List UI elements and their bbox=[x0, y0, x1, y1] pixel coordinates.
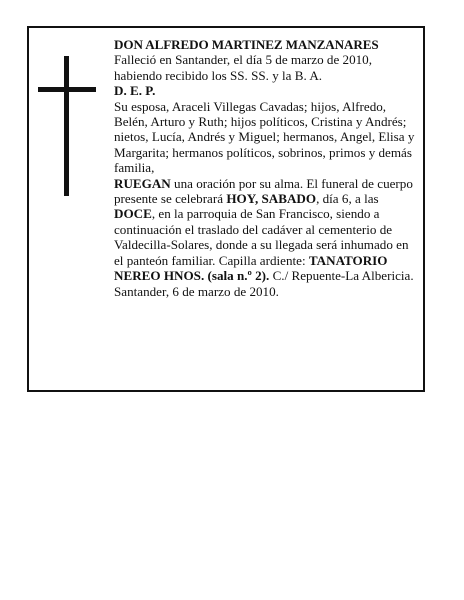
deceased-name: DON ALFREDO MARTINEZ MANZANARES bbox=[114, 37, 379, 52]
family-paragraph: Su esposa, Araceli Villegas Cavadas; hijos, Alfredo, Belén, Arturo y Ruth; hijos políticos, Cristina y Andrés; nietos, Lucía, Andrés y Miguel; hermanos, Angel, Elisa y Margarita; hermanos políticos, sobrinos, primos y demás familia, bbox=[114, 98, 415, 176]
funeral-text-3: , en la parroquia de San Francisco, siendo a continuación el traslado del cadáver al cementerio de Valdecilla-Solares, donde a su llegada será inhumado en el panteón familiar. Capilla ardiente: bbox=[114, 206, 409, 268]
dep-line: D. E. P. bbox=[114, 83, 156, 99]
funeral-text-2: , día 6, a las bbox=[316, 191, 379, 207]
cross-horizontal-bar bbox=[38, 87, 96, 92]
place-date: Santander, 6 de marzo de 2010. bbox=[114, 283, 279, 299]
funeral-text-1: una oración por su alma. El funeral de cuerpo presente se celebrará bbox=[114, 175, 413, 207]
funeral-day: HOY, SABADO bbox=[226, 191, 317, 207]
cross-icon bbox=[38, 56, 96, 196]
ruegan-word: RUEGAN bbox=[114, 175, 171, 191]
chapel-name: TANATORIO NEREO HNOS. (sala n.º 2). bbox=[114, 252, 388, 284]
obituary-text bbox=[114, 37, 420, 299]
funeral-time: DOCE bbox=[114, 206, 152, 222]
death-line: Falleció en Santander, el día 5 de marzo de 2010, habiendo recibido los SS. SS. y la B. A. bbox=[114, 52, 372, 83]
funeral-text-4: C./ Repuente-La Albericia. bbox=[269, 268, 414, 284]
funeral-paragraph bbox=[114, 176, 420, 284]
cross-vertical-bar bbox=[64, 56, 69, 196]
